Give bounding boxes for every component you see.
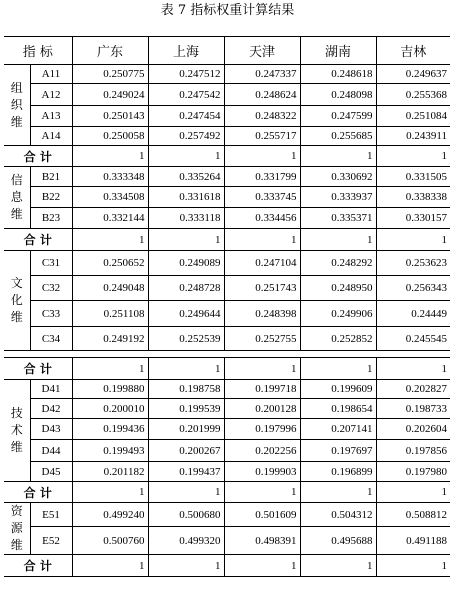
table-row xyxy=(4,167,450,187)
weight-cell: 0.252539 xyxy=(148,327,224,351)
total-cell: 1 xyxy=(148,146,224,167)
weight-cell: 0.255685 xyxy=(300,127,376,146)
weight-cell: 0.245545 xyxy=(376,327,450,351)
indicator-code: E51 xyxy=(30,503,72,527)
weight-cell: 0.247512 xyxy=(148,65,224,84)
weight-cell: 0.247454 xyxy=(148,106,224,127)
indicator-code: D44 xyxy=(30,440,72,462)
table-row xyxy=(4,503,450,527)
group-label: 文化维 xyxy=(4,251,30,351)
total-cell: 1 xyxy=(148,358,224,380)
total-label: 合 计 xyxy=(4,358,72,380)
weight-cell: 0.199903 xyxy=(224,462,300,482)
weight-cell: 0.335264 xyxy=(148,167,224,187)
table-row xyxy=(4,399,450,419)
weight-cell: 0.199539 xyxy=(148,399,224,419)
weight-cell: 0.247104 xyxy=(224,251,300,276)
weight-cell: 0.196899 xyxy=(300,462,376,482)
weight-cell: 0.330157 xyxy=(376,208,450,229)
weight-cell: 0.250143 xyxy=(72,106,148,127)
weight-cell: 0.333348 xyxy=(72,167,148,187)
total-cell: 1 xyxy=(148,482,224,503)
weight-cell: 0.247599 xyxy=(300,106,376,127)
weight-cell: 0.201999 xyxy=(148,419,224,440)
total-cell: 1 xyxy=(224,555,300,577)
table-row xyxy=(4,208,450,229)
weight-cell: 0.249906 xyxy=(300,301,376,327)
weight-cell: 0.499240 xyxy=(72,503,148,527)
total-label: 合 计 xyxy=(4,555,72,577)
weight-cell: 0.330692 xyxy=(300,167,376,187)
weight-cell: 0.247542 xyxy=(148,84,224,106)
weight-cell: 0.251084 xyxy=(376,106,450,127)
table-row xyxy=(4,106,450,127)
total-cell: 1 xyxy=(148,555,224,577)
indicator-code: C34 xyxy=(30,327,72,351)
weight-cell: 0.198733 xyxy=(376,399,450,419)
weight-cell: 0.256343 xyxy=(376,276,450,301)
weight-cell: 0.249644 xyxy=(148,301,224,327)
table-row xyxy=(4,380,450,399)
header-indicator: 指 标 xyxy=(4,37,72,65)
weight-cell: 0.253623 xyxy=(376,251,450,276)
table-row xyxy=(4,127,450,146)
weight-cell: 0.202827 xyxy=(376,380,450,399)
weight-cell: 0.201182 xyxy=(72,462,148,482)
weight-cell: 0.504312 xyxy=(300,503,376,527)
weight-cell: 0.338338 xyxy=(376,187,450,208)
total-cell: 1 xyxy=(300,482,376,503)
total-cell: 1 xyxy=(224,482,300,503)
weight-cell: 0.248098 xyxy=(300,84,376,106)
weight-cell: 0.249089 xyxy=(148,251,224,276)
table-row xyxy=(4,440,450,462)
indicator-code: D43 xyxy=(30,419,72,440)
total-cell: 1 xyxy=(72,229,148,251)
weight-cell: 0.255368 xyxy=(376,84,450,106)
indicator-code: B23 xyxy=(30,208,72,229)
total-cell: 1 xyxy=(224,229,300,251)
weight-cell: 0.207141 xyxy=(300,419,376,440)
indicator-code: D41 xyxy=(30,380,72,399)
weight-cell: 0.248398 xyxy=(224,301,300,327)
header-region: 广东 xyxy=(72,37,148,65)
group-label: 技术维 xyxy=(4,380,30,482)
table-row xyxy=(4,462,450,482)
weight-cell: 0.197996 xyxy=(224,419,300,440)
indicator-code: A14 xyxy=(30,127,72,146)
weight-cell: 0.334508 xyxy=(72,187,148,208)
weight-cell: 0.332144 xyxy=(72,208,148,229)
weight-cell: 0.251108 xyxy=(72,301,148,327)
weight-cell: 0.248950 xyxy=(300,276,376,301)
weight-cell: 0.491188 xyxy=(376,527,450,555)
table-row xyxy=(4,327,450,351)
header-row xyxy=(4,37,450,65)
weight-cell: 0.333745 xyxy=(224,187,300,208)
total-row xyxy=(4,146,450,167)
weight-cell: 0.250652 xyxy=(72,251,148,276)
weight-cell: 0.197697 xyxy=(300,440,376,462)
weight-cell: 0.197856 xyxy=(376,440,450,462)
weight-cell: 0.250058 xyxy=(72,127,148,146)
weight-cell: 0.500760 xyxy=(72,527,148,555)
weight-cell: 0.199493 xyxy=(72,440,148,462)
indicator-code: E52 xyxy=(30,527,72,555)
weight-cell: 0.202604 xyxy=(376,419,450,440)
indicator-code: A13 xyxy=(30,106,72,127)
total-cell: 1 xyxy=(72,555,148,577)
weight-cell: 0.247337 xyxy=(224,65,300,84)
weight-cell: 0.335371 xyxy=(300,208,376,229)
total-cell: 1 xyxy=(72,146,148,167)
weight-cell: 0.248618 xyxy=(300,65,376,84)
weight-cell: 0.249024 xyxy=(72,84,148,106)
weight-cell: 0.198758 xyxy=(148,380,224,399)
weight-cell: 0.257492 xyxy=(148,127,224,146)
total-label: 合 计 xyxy=(4,482,72,503)
total-row xyxy=(4,482,450,503)
indicator-code: B21 xyxy=(30,167,72,187)
total-row xyxy=(4,229,450,251)
weight-cell: 0.251743 xyxy=(224,276,300,301)
table-row xyxy=(4,84,450,106)
weight-cell: 0.248728 xyxy=(148,276,224,301)
total-row xyxy=(4,358,450,380)
weight-cell: 0.249192 xyxy=(72,327,148,351)
weight-cell: 0.333937 xyxy=(300,187,376,208)
weight-cell: 0.255717 xyxy=(224,127,300,146)
weight-cell: 0.198654 xyxy=(300,399,376,419)
header-region: 上海 xyxy=(148,37,224,65)
indicator-code: C32 xyxy=(30,276,72,301)
table-row xyxy=(4,276,450,301)
table-row xyxy=(4,527,450,555)
weight-cell: 0.243911 xyxy=(376,127,450,146)
indicator-code: C33 xyxy=(30,301,72,327)
weight-cell: 0.197980 xyxy=(376,462,450,482)
weight-cell: 0.508812 xyxy=(376,503,450,527)
weight-cell: 0.499320 xyxy=(148,527,224,555)
weight-cell: 0.248322 xyxy=(224,106,300,127)
total-cell: 1 xyxy=(376,358,450,380)
weight-cell: 0.252852 xyxy=(300,327,376,351)
weight-cell: 0.248292 xyxy=(300,251,376,276)
weight-cell: 0.200267 xyxy=(148,440,224,462)
weight-cell: 0.24449 xyxy=(376,301,450,327)
indicator-code: D42 xyxy=(30,399,72,419)
total-cell: 1 xyxy=(300,146,376,167)
table-row xyxy=(4,301,450,327)
weight-cell: 0.498391 xyxy=(224,527,300,555)
total-label: 合 计 xyxy=(4,229,72,251)
spacer-row xyxy=(4,351,450,358)
table-row xyxy=(4,187,450,208)
total-cell: 1 xyxy=(376,146,450,167)
indicator-code: A12 xyxy=(30,84,72,106)
weight-cell: 0.200128 xyxy=(224,399,300,419)
total-cell: 1 xyxy=(72,358,148,380)
weight-cell: 0.331505 xyxy=(376,167,450,187)
weight-cell: 0.249637 xyxy=(376,65,450,84)
weight-cell: 0.202256 xyxy=(224,440,300,462)
indicator-code: C31 xyxy=(30,251,72,276)
weight-cell: 0.500680 xyxy=(148,503,224,527)
total-cell: 1 xyxy=(376,482,450,503)
weight-cell: 0.252755 xyxy=(224,327,300,351)
total-cell: 1 xyxy=(224,146,300,167)
weight-cell: 0.334456 xyxy=(224,208,300,229)
total-cell: 1 xyxy=(376,229,450,251)
total-cell: 1 xyxy=(300,358,376,380)
indicator-code: A11 xyxy=(30,65,72,84)
group-label: 资源维 xyxy=(4,503,30,555)
weight-cell: 0.199880 xyxy=(72,380,148,399)
weight-cell: 0.495688 xyxy=(300,527,376,555)
weight-cell: 0.333118 xyxy=(148,208,224,229)
table-body xyxy=(4,65,450,577)
total-cell: 1 xyxy=(300,555,376,577)
total-cell: 1 xyxy=(300,229,376,251)
weight-cell: 0.250775 xyxy=(72,65,148,84)
header-region: 天津 xyxy=(224,37,300,65)
header-region: 湖南 xyxy=(300,37,376,65)
weight-cell: 0.199437 xyxy=(148,462,224,482)
weight-cell: 0.200010 xyxy=(72,399,148,419)
total-label: 合 计 xyxy=(4,146,72,167)
table-row xyxy=(4,65,450,84)
weight-cell: 0.249048 xyxy=(72,276,148,301)
weight-cell: 0.199609 xyxy=(300,380,376,399)
total-cell: 1 xyxy=(148,229,224,251)
weight-cell: 0.331618 xyxy=(148,187,224,208)
weight-cell: 0.248624 xyxy=(224,84,300,106)
total-cell: 1 xyxy=(72,482,148,503)
table-title: 表 7 指标权重计算结果 xyxy=(160,3,295,18)
weight-cell: 0.501609 xyxy=(224,503,300,527)
table-row xyxy=(4,419,450,440)
indicator-code: D45 xyxy=(30,462,72,482)
table-row xyxy=(4,251,450,276)
total-cell: 1 xyxy=(224,358,300,380)
group-label: 组织维 xyxy=(4,65,30,146)
weight-cell: 0.199436 xyxy=(72,419,148,440)
total-row xyxy=(4,555,450,577)
header-region: 吉林 xyxy=(376,37,450,65)
weights-table xyxy=(4,36,450,577)
total-cell: 1 xyxy=(376,555,450,577)
weight-cell: 0.199718 xyxy=(224,380,300,399)
group-label: 信息维 xyxy=(4,167,30,229)
indicator-code: B22 xyxy=(30,187,72,208)
weight-cell: 0.331799 xyxy=(224,167,300,187)
